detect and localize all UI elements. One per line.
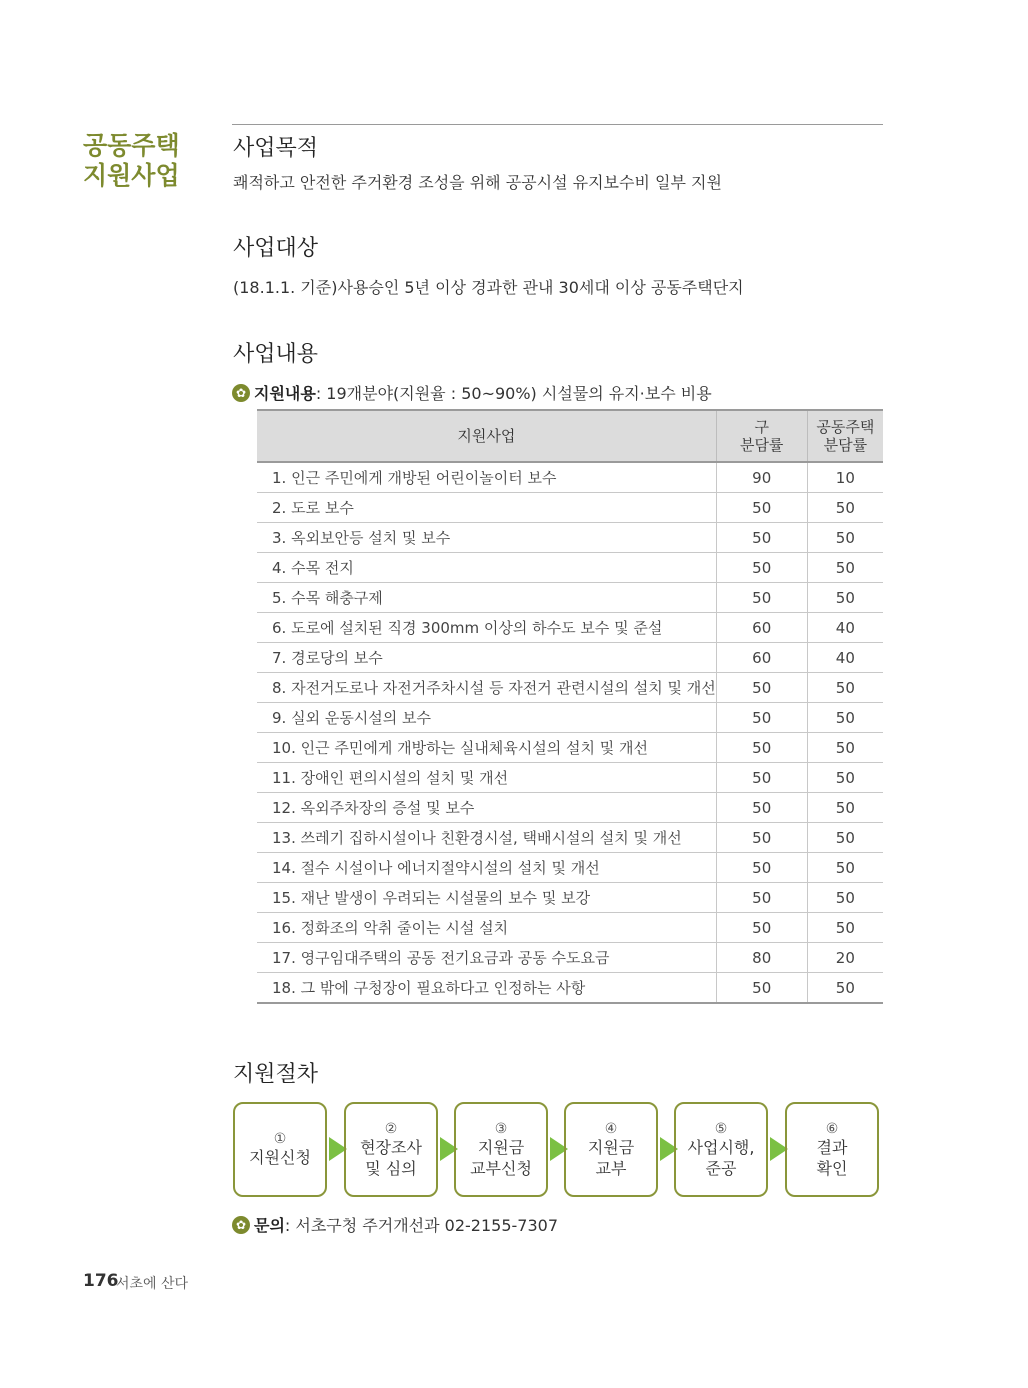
top-divider xyxy=(232,124,883,125)
row-apt-share-cell: 50 xyxy=(807,493,883,523)
step-label-line2: 준공 xyxy=(705,1158,737,1178)
row-apt-share-cell: 20 xyxy=(807,943,883,973)
step-label-line2: 교부 xyxy=(595,1158,627,1178)
row-project-cell: 4. 수목 전지 xyxy=(257,553,716,583)
row-apt-share-cell: 40 xyxy=(807,613,883,643)
row-gu-share-cell: 50 xyxy=(716,793,807,823)
header-apt-share xyxy=(807,410,883,462)
contact-label: 문의 xyxy=(254,1216,285,1235)
purpose-heading: 사업목적 xyxy=(233,136,319,161)
table-row xyxy=(257,613,883,643)
row-gu-share-cell: 50 xyxy=(716,913,807,943)
row-project-cell: 7. 경로당의 보수 xyxy=(257,643,716,673)
row-project-cell: 8. 자전거도로나 자전거주차시설 등 자전거 관련시설의 설치 및 개선 xyxy=(257,673,716,703)
section-title xyxy=(83,131,223,191)
row-project-cell: 14. 절수 시설이나 에너지절약시설의 설치 및 개선 xyxy=(257,853,716,883)
row-gu-share-cell: 50 xyxy=(716,583,807,613)
table-row xyxy=(257,853,883,883)
row-gu-share-cell: 50 xyxy=(716,553,807,583)
table-row xyxy=(257,583,883,613)
row-project-cell: 11. 장애인 편의시설의 설치 및 개선 xyxy=(257,763,716,793)
row-gu-share-cell: 50 xyxy=(716,523,807,553)
table-row xyxy=(257,763,883,793)
row-project-cell: 17. 영구임대주택의 공동 전기요금과 공동 수도요금 xyxy=(257,943,716,973)
support-table xyxy=(257,409,883,1004)
row-gu-share-cell: 50 xyxy=(716,493,807,523)
row-apt-share-cell: 40 xyxy=(807,643,883,673)
table-row xyxy=(257,643,883,673)
table-row xyxy=(257,733,883,763)
step-number: ② xyxy=(384,1120,398,1137)
step-label-line1: 지원금 xyxy=(587,1137,635,1157)
table-row xyxy=(257,462,883,493)
procedure-step-3 xyxy=(454,1102,548,1197)
table-row xyxy=(257,673,883,703)
row-gu-share-cell: 50 xyxy=(716,973,807,1004)
purpose-text: 쾌적하고 안전한 주거환경 조성을 위해 공공시설 유지보수비 일부 지원 xyxy=(233,173,722,192)
star-bullet-icon: ✿ xyxy=(232,1216,250,1234)
header-gu-line1: 구 xyxy=(754,418,769,436)
step-number: ⑥ xyxy=(825,1120,839,1137)
row-apt-share-cell: 50 xyxy=(807,523,883,553)
table-row xyxy=(257,883,883,913)
row-apt-share-cell: 50 xyxy=(807,793,883,823)
row-project-cell: 6. 도로에 설치된 직경 300mm 이상의 하수도 보수 및 준설 xyxy=(257,613,716,643)
row-apt-share-cell: 50 xyxy=(807,823,883,853)
row-project-cell: 12. 옥외주차장의 증설 및 보수 xyxy=(257,793,716,823)
row-apt-share-cell: 50 xyxy=(807,913,883,943)
step-number: ⑤ xyxy=(714,1120,728,1137)
target-text: (18.1.1. 기준)사용승인 5년 이상 경과한 관내 30세대 이상 공동주택단지 xyxy=(233,278,744,297)
star-bullet-icon: ✿ xyxy=(232,384,250,402)
row-gu-share-cell: 80 xyxy=(716,943,807,973)
table-row xyxy=(257,973,883,1004)
table-header-row xyxy=(257,410,883,462)
step-label-line1: 지원금 xyxy=(477,1137,525,1157)
step-label-line1: 현장조사 xyxy=(360,1137,422,1157)
row-gu-share-cell: 60 xyxy=(716,643,807,673)
row-apt-share-cell: 50 xyxy=(807,733,883,763)
row-apt-share-cell: 50 xyxy=(807,703,883,733)
row-gu-share-cell: 50 xyxy=(716,673,807,703)
step-label-line1: 사업시행, xyxy=(687,1137,755,1157)
row-apt-share-cell: 50 xyxy=(807,853,883,883)
row-apt-share-cell: 50 xyxy=(807,763,883,793)
step-number: ③ xyxy=(494,1120,508,1137)
header-apt-line1: 공동주택 xyxy=(816,418,875,436)
step-label-line1: 지원신청 xyxy=(249,1148,311,1167)
header-apt-line2: 분담률 xyxy=(823,436,868,454)
row-gu-share-cell: 90 xyxy=(716,462,807,493)
row-apt-share-cell: 50 xyxy=(807,583,883,613)
row-gu-share-cell: 50 xyxy=(716,883,807,913)
row-gu-share-cell: 50 xyxy=(716,703,807,733)
row-project-cell: 18. 그 밖에 구청장이 필요하다고 인정하는 사항 xyxy=(257,973,716,1004)
row-project-cell: 3. 옥외보안등 설치 및 보수 xyxy=(257,523,716,553)
row-gu-share-cell: 50 xyxy=(716,763,807,793)
procedure-step-2 xyxy=(344,1102,438,1197)
support-content-label: 지원내용 xyxy=(254,384,316,403)
step-number: ① xyxy=(273,1131,287,1147)
contact-bullet xyxy=(232,1213,558,1236)
row-gu-share-cell: 50 xyxy=(716,733,807,763)
table-row xyxy=(257,823,883,853)
table-row xyxy=(257,553,883,583)
row-apt-share-cell: 50 xyxy=(807,553,883,583)
table-row xyxy=(257,523,883,553)
row-project-cell: 10. 인근 주민에게 개방하는 실내체육시설의 설치 및 개선 xyxy=(257,733,716,763)
step-label-line1: 결과 xyxy=(816,1137,848,1157)
procedure-step-1 xyxy=(233,1102,327,1197)
row-apt-share-cell: 10 xyxy=(807,462,883,493)
header-project: 지원사업 xyxy=(257,410,716,462)
row-project-cell: 2. 도로 보수 xyxy=(257,493,716,523)
table-row xyxy=(257,493,883,523)
support-content-text: : 19개분야(지원율 : 50~90%) 시설물의 유지·보수 비용 xyxy=(315,384,712,403)
row-project-cell: 5. 수목 해충구제 xyxy=(257,583,716,613)
table-row xyxy=(257,943,883,973)
row-gu-share-cell: 50 xyxy=(716,853,807,883)
step-label-line2: 및 심의 xyxy=(365,1158,417,1178)
step-label-line2: 교부신청 xyxy=(470,1158,532,1178)
header-gu-share xyxy=(716,410,807,462)
table-row xyxy=(257,793,883,823)
section-title-line1: 공동주택 xyxy=(83,131,180,160)
procedure-heading: 지원절차 xyxy=(233,1062,319,1087)
target-heading: 사업대상 xyxy=(233,236,319,261)
procedure-step-5 xyxy=(674,1102,768,1197)
content-heading: 사업내용 xyxy=(233,342,319,367)
row-apt-share-cell: 50 xyxy=(807,883,883,913)
step-label-line2: 확인 xyxy=(816,1158,848,1178)
page-number: 176 xyxy=(83,1271,119,1291)
row-project-cell: 16. 정화조의 악취 줄이는 시설 설치 xyxy=(257,913,716,943)
support-content-bullet xyxy=(232,381,712,404)
procedure-step-4 xyxy=(564,1102,658,1197)
row-project-cell: 13. 쓰레기 집하시설이나 친환경시설, 택배시설의 설치 및 개선 xyxy=(257,823,716,853)
header-gu-line2: 분담률 xyxy=(739,436,784,454)
contact-text: : 서초구청 주거개선과 02-2155-7307 xyxy=(284,1216,559,1235)
row-gu-share-cell: 60 xyxy=(716,613,807,643)
step-number: ④ xyxy=(604,1120,618,1137)
row-project-cell: 1. 인근 주민에게 개방된 어린이놀이터 보수 xyxy=(257,462,716,493)
row-project-cell: 15. 재난 발생이 우려되는 시설물의 보수 및 보강 xyxy=(257,883,716,913)
table-row xyxy=(257,703,883,733)
row-gu-share-cell: 50 xyxy=(716,823,807,853)
row-apt-share-cell: 50 xyxy=(807,673,883,703)
section-title-line2: 지원사업 xyxy=(83,161,180,190)
book-title: 서초에 산다 xyxy=(116,1276,189,1292)
procedure-step-6 xyxy=(785,1102,879,1197)
row-apt-share-cell: 50 xyxy=(807,973,883,1004)
row-project-cell: 9. 실외 운동시설의 보수 xyxy=(257,703,716,733)
table-row xyxy=(257,913,883,943)
